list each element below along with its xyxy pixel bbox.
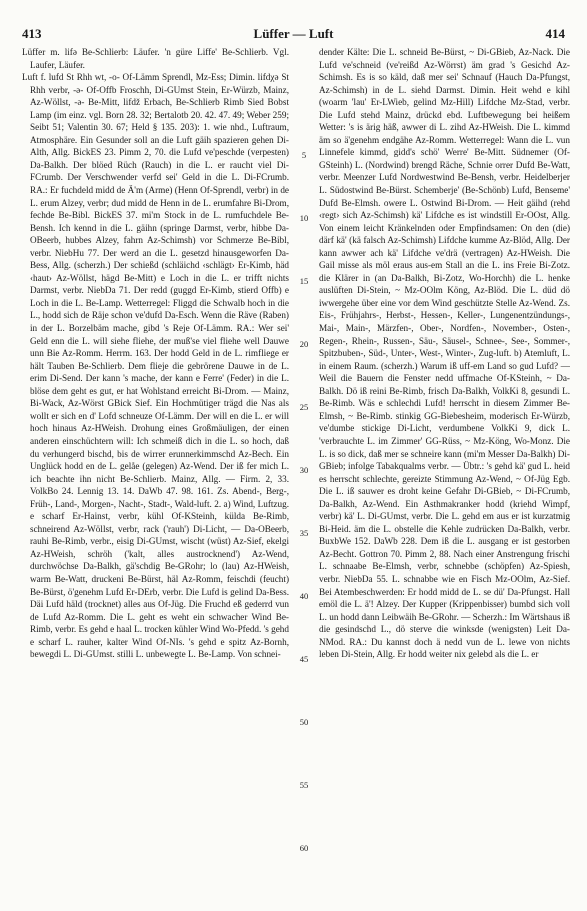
line-number: 60 xyxy=(299,843,309,853)
page-number-right: 414 xyxy=(545,26,565,41)
page-header xyxy=(22,26,565,42)
line-number: 45 xyxy=(299,654,309,664)
line-number-gutter xyxy=(292,46,316,898)
line-number: 25 xyxy=(299,402,309,412)
line-number: 15 xyxy=(299,276,309,286)
line-number: 10 xyxy=(299,213,309,223)
left-column xyxy=(22,46,289,898)
entry-lueffer: Lüffer m. lifə Be-Schlierb: Läufer. 'n güre Liffe' Be-Schlierb. Vgl. Laufer, Läufer. xyxy=(22,47,289,70)
line-number: 30 xyxy=(299,465,309,475)
line-number: 20 xyxy=(299,339,309,349)
line-number: 55 xyxy=(299,780,309,790)
line-number: 5 xyxy=(301,150,307,160)
right-column xyxy=(319,46,570,898)
entry-luft: Luft f. lufd St Rhh wt, -o- Of-Lämm Sprendl, Mz-Ess; Dimin. lifdχə St Rhh verbr, -ə- Of-Offb Froschh, Di-GUmst Stein, Er-Würzb, Mainz, Az-Wöllst, -ə- Be-Mitt, lifdž Erbach, Be-Schlierb Rimb Sied Bobst Lamp (im einz. vgl. Born 28. 32; Bertalotb 20. 42. 47. 49; Weber 259; Seibt 51; Valentin 30. 67; Held § 135. 203): 1. wie nhd., Luftraum, Atmosphäre. Ein Gesunder soll an die Luft gäih spazieren gehen Di-Alth, Allg. BickES 23. Pimm 2, 70. die Lufd ve'peschde (verpesten) Da-Balkh. Der blöed Rüch (Rauch) in die L. er raucht viel Di-FCrumb. Der Verschwender verfd sei' Geld in die L. Di-FCrumb. RA.: Er fuchdeld midd de Ä'm (Arme) (Henn Of-Sprendl, verbr) in de L. erum Alzey, verbr; dud midd de Henn in de L. erumfahre Bi-Drom, fechde Be-Bibl. BickES 37. mi'm Stock in de L. rumfuchdele Be-Bensh. Ich kennd in die L. gäihn (springe Darmst, verbr, hibbe Da-OBeerb, hubbes Alzey, fahrn Az-Schimsh) vor Schmerze Be-Bibl, verbr. NiebHu 77. Der werd an die L. gesetzd hinausgeworfen Da-Bess, Allg. (scherzh.) Der schießd (schläichd ‹schlägt› Er-Kimb, häd ‹haut› Az-Wöllst, hägd Be-Mitt) e Loch in die L. er trifft nichts Darmst, verbr. NiebDa 71. Der redd (guggd Er-Kimb, stierd Offb) e Loch in die L. Be-Lamp. Wetterregel: Fliggd die Schwalb hoch in die L., hodd sich de Räje schon ve'dufd Da-Esch. Wenn die Räve (Raben) in der L. Borzelbäm mache, gibd 's Reje Of-Lämm. RA.: Wer sei' Geld enn die L. will siehe fliehe, der muß'se viel fliehe well Dauwe unn Bie Az-Romm. Herrm. 163. Der hodd Geld in de L. rimfliege er hält Tauben Be-Schlierb. Dem flieje die gebrörene Dauwe in de L. erim Di-Send. Der kann 's mache, der kann e Ferre' (Feder) in die L. blöse dem geht es gut, er hat Wohlstand erreicht Bi-Drom. — Mainz, Bi-Wack, Az-Wörst GBick Sief. Ein Hochmütiger trägd die Nas als wollt er sich en d' Lofd schneuze Of-Lämm. Der will en die L. er will hoch hinaus Az-HWeish. Drohung eines Großmäuligen, der einen anderen einschüchtern will: Ich schmeiß dich in die L. so hoch, daß du verhungerd bischd, bis de wirrer erunnerkimmschd Az-Bech. Ein Unglück hodd en de L. gelåe (gelegen) Az-Wend. Der iß fer mich L. ich beachte ihn nicht Be-Schlierb. Mainz, Allg. — Firm. 2, 33. VolkBo 24. Lennig 13. 14. DaWb 47. 98. 161. Zs. Abend-, Berg-, Früh-, Land-, Morgen-, Nacht-, Stadt-, Wald-luft. 2. a) Wind, Luftzug. e scharf Er-Hainst, verbr, kühl Of-KSteinh, külda Be-Rimb, schneirend Az-Wöllst, verbr, rack ('rauh') Di-Licht, — Da-OBeerb, rauhi Be-Rimb, verbr., eisig Di-GUmst, wischt (wüst) Az-Sief, ekelgi Az-HWeish, schröh ('kalt, alles austrocknend') Az-Wend, durchwöchse Da-Balkh, gä'schdig Be-GRohr; lo (lau) Az-HWeish, warm Be-Watt, druckeni Be-Bürst, häl Az-Romm, feischdi (feucht) Be-Bürst, ö'genehm Lufd Er-DErb, verbr. Die Lufd is gelind Da-Bess. Däi Lufd häld (trocknet) alles aus Of-Jüg. Die Fruchd eß gederrd vun de Lufd Az-Romm. Die L. geht es weht ein schwacher Wind Be-Rimb, verbr. Es gehd e haal L. trocken kühler Wind Wo-Pfedd. 's gehd e scharf L. rauher, kalter Wind Of-NIs. 's gehd e spitz Az-Bornh, bewegdi L. Di-GUmst. stilli L. unbewegte L. Be-Lamp. Von schnei- xyxy=(22,72,289,660)
line-number: 35 xyxy=(299,528,309,538)
running-title: Lüffer — Luft xyxy=(253,26,334,41)
line-number: 40 xyxy=(299,591,309,601)
page-number-left: 413 xyxy=(22,26,42,41)
line-number: 50 xyxy=(299,717,309,727)
entry-luft-continued: dender Kälte: Die L. schneid Be-Bürst, ~ Di-GBieb, Az-Nack. Die Lufd ve'schneid (ve'reißd Az-Wörrst) äm grad 's Gesichd Az-Schimsh. Es is so käld, daß mer sei' Schnauf (Hauch Da-Pfungst, Az-Schimsh) in de L. siehd Darmst. Dimin. Heit wehd e kihl (woarm 'lau' Er-LWieb, gelind Mz-Hill) Lifdche Mz-Stad, verbr. Die Lufd stehd Mainz, drückd ebd. Luftbewegung bei heißem Wetter: 's is ärig häß, awwer di L. zihd Az-HWeish. Die L. kimmd äm so ä'genehm endgähe Az-Romm. Wetterregel: Wann die L. vun Linnefele kimmd, gidd's schö' Werre' Be-Mitt. Südnemer (Of-GSteinh) L. (Nordwind) brengd Räche, Schnie orrer Dufd Be-Watt, verbr. Meenzer Lufd Nordwestwind Be-Bensh, verbr. Heidelberjer L. Südostwind Be-Bürst. Schemberje' (Be-Schönb) Lufd, Benseme' Dufd Be-Elmsh. owere L. Ostwind Bi-Drom. — Heit gäihd (rehd ‹regt› sich Az-Schimsh) kä' Lifdche es ist windstill Er-OOst, Allg. Von einem leicht Kränkelnden oder Empfindsamen: On den (die) därf kä' (kä falsch Az-Schimsh) Lifdche kumme Az-Blöd, Allg. Der kann awwer ach kä' Lifdche ve'drä (vertragen) Az-HWeish. Die Gail misse als möl eraus aus-em Stall an die L. ins Freie Bi-Zotz. die Klärer in (an Da-Balkh, Bi-Zotz, Wo-Horchh) die L. henke auslüften Di-Stein, ~ Mz-OOlm Köng, Az-Blöd. Die L. düd dö iwwergehe über eine vor dem Wind geschützte Stelle Az-Wend. Zs. Eis-, Frühjahrs-, Herbst-, Hessen-, Keller-, Lungenentzündungs-, Mai-, Main-, Märzfen-, Ober-, Nordfen-, November-, Osten-, Regen-, Rhein-, Russen-, Säu-, Säusel-, Schnee-, See-, Sommer-, Spitzbuben-, Süd-, Unter-, West-, Winter-, Zug-luft. b) Atemluft, L. in einem Raum. (scherzh.) Warum iß uff-em Land so gud Lufd? — Weil die Bauern die Fenster nedd uffmache Of-KSteinh, ~ Da-Balkh. Dö iß reini Be-Rimb, frisch Da-Balkh, VolkKi 8, gesundi L. Be-Rimb. Wäs e schlechdi Lufd! herrscht in diesem Zimmer Be-Elmsh, ~ Be-Rimb. stinkig GG-Biebesheim, moderisch Er-Würzb, ve'dumbe stickige Di-Licht, verdumbene VolkKi 9, dick L. 'verbrauchte L. im Zimmer' GG-Rüss, ~ Mz-Köng, Wo-Monz. Die L. is so dick, daß mer se schneire kann (mi'm Messer Da-Balkh) Di-GBieb; infolge Tabakqualms verbr. — Übtr.: 's gehd kä' gud L. heid es herrscht schlechte, gereizte Stimmung Az-Wend, ~ Of-Jüg Egb. Die L. iß sauwer es droht keine Gefahr Di-GBieb, ~ Di-FCrumb, Da-Balkh, Az-Wend. Ein Asthmakranker hodd (kriehd Wimpf, verbr) kä' L. Di-GUmst, verbr. Die L. gehd em aus er ist kurzatmig Bi-Heid. äm die L. obstelle die Kehle zudrücken Da-Balkh, verbr. BuxbWe 152. DaWb 228. Dem iß die L. ausgang er ist gestorben Az-Becht. Gottron 70. Pimm 2, 88. Nach einer Anstrengung frischi L. schnaabe Be-Elmsh, verbr, schnebbe (schöpfen) Az-Spiesh, verbr. NiebDa 55. L. schnabbe wie en Fisch Mz-OOlm, Az-Sief. Bei Atembeschwerden: Er hodd midd de L. se dü' Da-Pfungst. Hall emöl die L. ä'! Alzey. Der Kupper (Krippenbisser) bumbd sich voll L. un hodd dann Leibwäih Be-GRohr. — Scherzh.: Im Wärtshaus iß die gesindschd L., dö sterve die winksde (wenigsten) Leit Da-NMod. RA.: Du kannst doch ä nedd vun de L. lewe von nichts leben Di-Stein, Allg. Er hodd weiter nix gelebd als die L. er xyxy=(319,47,570,660)
